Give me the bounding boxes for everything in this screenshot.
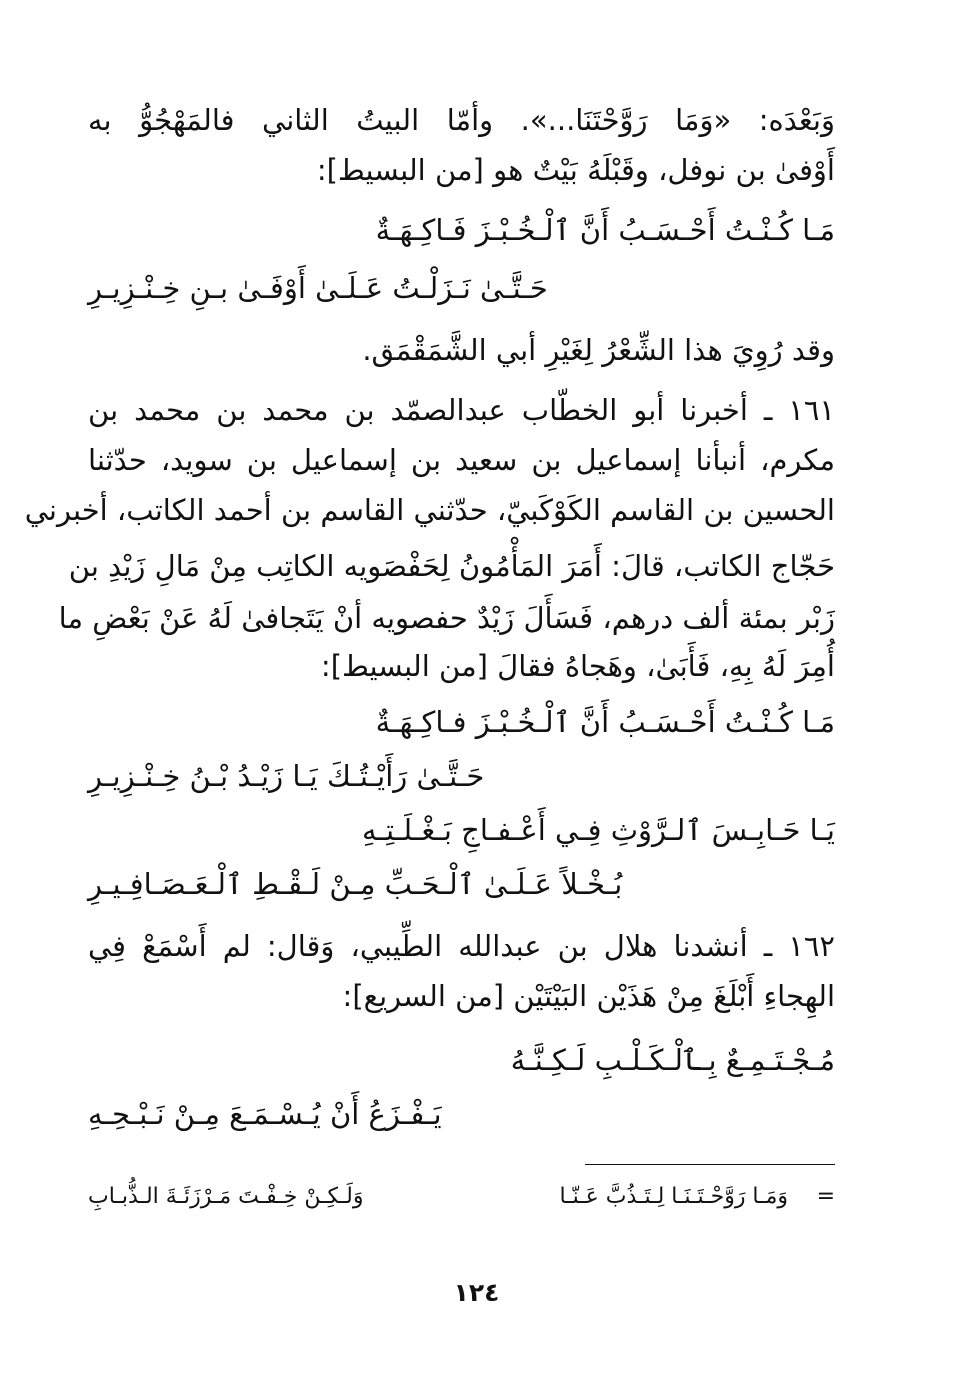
text-line: الحسين بن القاسم الكَوْكَبيّ، حدّثني القاسم بن أحمد الكاتب، أخبرني (24, 493, 835, 527)
text-line: زَبْر بمئة ألف درهم، فَسَأَلَ زَيْدٌ حفصويه أنْ يَتَجافىٰ لَهُ عَنْ بَعْضِ ما (58, 601, 835, 635)
text-line: أَوْفىٰ بن نوفل، وقَبْلَهُ بَيْتٌ هو [من البسيط]: (316, 153, 835, 187)
page-number: ١٢٤ (453, 1278, 500, 1307)
verse-hemistich: مَـا كُـنْـتُ أَحْـسَـبُ أَنَّ ٱلْـخُـبْـزَ فـاكِـهَـةٌ (375, 705, 835, 739)
verse-hemistich: يَـا حَـابِـسَ ٱلـرَّوْثِ فِـي أَعْـفـاجِ بَـغْـلَـتِـهِ (362, 813, 835, 847)
footnote-marker: = (816, 1184, 835, 1209)
verse-hemistich: حَـتَّـىٰ نَـزَلْـتُ عَـلَـىٰ أَوْفَـىٰ بـنِ خِـنْـزِيـرِ (88, 271, 548, 305)
text-line: وَبَعْدَه: «وَمَا رَوَّحْتَنَا...». وأمّا البيتُ الثاني فالمَهْجُوُّ به (88, 103, 835, 137)
text-line: أُمِرَ لَهُ بِهِ، فَأَبَىٰ، وهَجاهُ فقالَ [من البسيط]: (320, 649, 835, 683)
footnote-divider (585, 1164, 835, 1165)
text-line: مكرم، أنبأنا إسماعيل بن سعيد بن إسماعيل بن سويد، حدّثنا (88, 443, 835, 477)
footnote-hemistich: وَلَـكِـنْ خِـفْـتَ مَـرْزَئَـةَ الـذُّبـابِ (88, 1184, 364, 1209)
verse-hemistich: يَـفْـزَعُ أَنْ يُـسْـمَـعَ مِـنْ نَـبْـحِـهِ (88, 1097, 442, 1131)
text-line: حَجّاج الكاتب، قالَ: أَمَرَ المَأْمُونُ لِحَفْصَويه الكاتِب مِنْ مَالِ زَيْدِ بن (68, 549, 835, 583)
text-line: وقد رُوِيَ هذا الشِّعْرُ لِغَيْرِ أبي الشَّمَقْمَق. (362, 333, 835, 367)
footnote-hemistich: وَمَـا رَوَّحْـتَـنَـا لِـتَـذُبَّ عَـنّـا (559, 1184, 788, 1209)
verse-hemistich: مَـا كُـنْـتُ أَحْـسَـبُ أَنَّ ٱلْـخُـبْـزَ فَـاكِـهَـةٌ (375, 213, 835, 247)
verse-hemistich: حَـتَّـىٰ رَأَيْـتُـكَ يَـا زَيْـدُ بْـنُ خِـنْـزِيـرِ (88, 759, 485, 793)
text-line: ١٦١ ـ أخبرنا أبو الخطّاب عبدالصمّد بن محمد بن محمد بن (88, 393, 835, 427)
verse-hemistich: مُـجْـتَـمِـعٌ بِـٱلْـكَـلْـبِ لَـكِـنَّـهُ (510, 1043, 835, 1077)
text-line: الهِجاءِ أَبْلَغَ مِنْ هَذَيْن البَيْتَيْن [من السريع]: (342, 979, 835, 1013)
verse-hemistich: بُـخْـلاً عَـلَـىٰ ٱلْـحَـبِّ مِـنْ لَـقْـطِ ٱلْـعَـصَـافِـيـرِ (88, 867, 623, 901)
text-line: ١٦٢ ـ أنشدنا هلال بن عبدالله الطِّيبي، وَقال: لم أَسْمَعْ فِي (88, 929, 835, 963)
